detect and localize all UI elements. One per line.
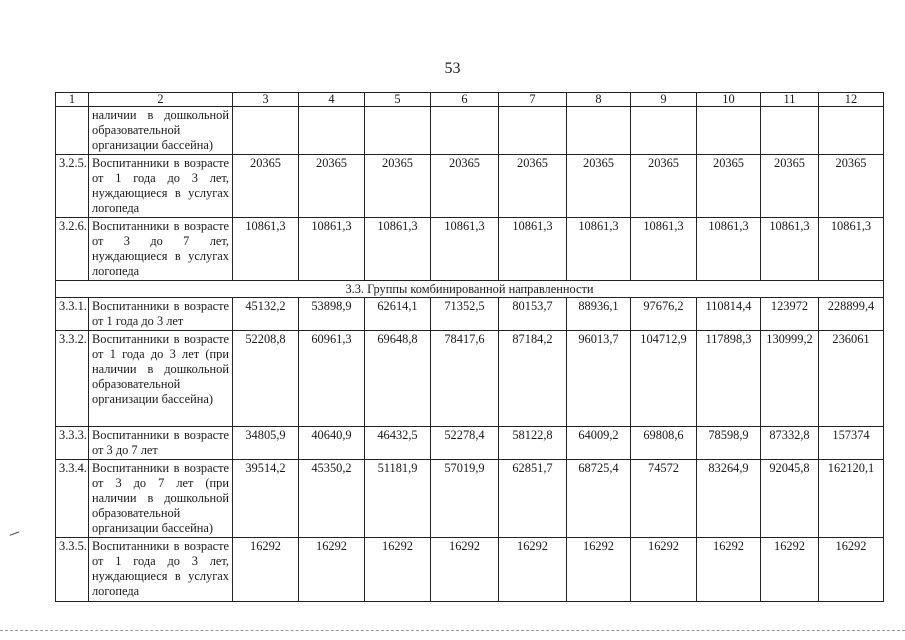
column-header-11: 11 bbox=[761, 93, 819, 107]
value-cell: 40640,9 bbox=[299, 427, 365, 460]
value-cell: 16292 bbox=[761, 538, 819, 602]
row-description: Воспитанники в возрасте от 1 года до 3 лет bbox=[89, 298, 233, 331]
row-description: Воспитанники в возрасте от 1 года до 3 лет, нуждающиеся в услугах логопеда bbox=[89, 538, 233, 602]
value-cell: 62851,7 bbox=[499, 460, 567, 538]
column-header-9: 9 bbox=[631, 93, 697, 107]
value-cell: 16292 bbox=[299, 538, 365, 602]
value-cell: 16292 bbox=[819, 538, 884, 602]
value-cell bbox=[365, 107, 431, 155]
value-cell: 228899,4 bbox=[819, 298, 884, 331]
column-header-7: 7 bbox=[499, 93, 567, 107]
row-code: 3.2.5. bbox=[56, 155, 89, 218]
section-title: 3.3. Группы комбинированной направленности bbox=[56, 281, 884, 298]
row-code: 3.3.1. bbox=[56, 298, 89, 331]
value-cell: 236061 bbox=[819, 331, 884, 427]
value-cell: 10861,3 bbox=[365, 218, 431, 281]
value-cell bbox=[499, 107, 567, 155]
value-cell: 97676,2 bbox=[631, 298, 697, 331]
row-code: 3.3.4. bbox=[56, 460, 89, 538]
value-cell: 51181,9 bbox=[365, 460, 431, 538]
table-header bbox=[56, 93, 884, 107]
table-row bbox=[56, 331, 884, 427]
value-cell: 45132,2 bbox=[233, 298, 299, 331]
column-header-1: 1 bbox=[56, 93, 89, 107]
table-row bbox=[56, 107, 884, 155]
scan-mark bbox=[10, 531, 21, 538]
value-cell: 57019,9 bbox=[431, 460, 499, 538]
value-cell: 96013,7 bbox=[567, 331, 631, 427]
value-cell: 20365 bbox=[819, 155, 884, 218]
value-cell bbox=[233, 107, 299, 155]
value-cell: 16292 bbox=[697, 538, 761, 602]
value-cell: 74572 bbox=[631, 460, 697, 538]
value-cell: 68725,4 bbox=[567, 460, 631, 538]
value-cell: 10861,3 bbox=[761, 218, 819, 281]
value-cell: 10861,3 bbox=[697, 218, 761, 281]
value-cell: 20365 bbox=[499, 155, 567, 218]
value-cell: 16292 bbox=[233, 538, 299, 602]
value-cell: 78598,9 bbox=[697, 427, 761, 460]
table-row bbox=[56, 218, 884, 281]
value-cell: 20365 bbox=[299, 155, 365, 218]
page-edge bbox=[0, 630, 905, 631]
value-cell bbox=[431, 107, 499, 155]
table-row bbox=[56, 155, 884, 218]
value-cell: 20365 bbox=[365, 155, 431, 218]
value-cell: 53898,9 bbox=[299, 298, 365, 331]
value-cell: 80153,7 bbox=[499, 298, 567, 331]
value-cell: 71352,5 bbox=[431, 298, 499, 331]
value-cell: 162120,1 bbox=[819, 460, 884, 538]
value-cell bbox=[567, 107, 631, 155]
value-cell: 69648,8 bbox=[365, 331, 431, 427]
value-cell bbox=[697, 107, 761, 155]
row-code: 3.2.6. bbox=[56, 218, 89, 281]
value-cell: 104712,9 bbox=[631, 331, 697, 427]
value-cell: 157374 bbox=[819, 427, 884, 460]
row-code: 3.3.3. bbox=[56, 427, 89, 460]
value-cell: 16292 bbox=[365, 538, 431, 602]
column-header-10: 10 bbox=[697, 93, 761, 107]
value-cell: 20365 bbox=[567, 155, 631, 218]
value-cell: 20365 bbox=[761, 155, 819, 218]
header-row bbox=[56, 93, 884, 107]
section-row bbox=[56, 281, 884, 298]
value-cell bbox=[631, 107, 697, 155]
column-header-4: 4 bbox=[299, 93, 365, 107]
value-cell: 16292 bbox=[631, 538, 697, 602]
value-cell: 87184,2 bbox=[499, 331, 567, 427]
value-cell: 20365 bbox=[697, 155, 761, 218]
column-header-2: 2 bbox=[89, 93, 233, 107]
value-cell: 60961,3 bbox=[299, 331, 365, 427]
value-cell: 83264,9 bbox=[697, 460, 761, 538]
value-cell: 10861,3 bbox=[631, 218, 697, 281]
row-code: 3.3.2. bbox=[56, 331, 89, 427]
value-cell: 62614,1 bbox=[365, 298, 431, 331]
value-cell: 10861,3 bbox=[567, 218, 631, 281]
value-cell: 110814,4 bbox=[697, 298, 761, 331]
value-cell: 45350,2 bbox=[299, 460, 365, 538]
value-cell: 20365 bbox=[233, 155, 299, 218]
value-cell: 87332,8 bbox=[761, 427, 819, 460]
row-description: Воспитанники в возрасте от 3 до 7 лет, нуждающиеся в услугах логопеда bbox=[89, 218, 233, 281]
value-cell: 69808,6 bbox=[631, 427, 697, 460]
row-description: Воспитанники в возрасте от 3 до 7 лет (при наличии в дошкольной образовательной организации бассейна) bbox=[89, 460, 233, 538]
table-row bbox=[56, 298, 884, 331]
value-cell: 10861,3 bbox=[233, 218, 299, 281]
value-cell: 10861,3 bbox=[299, 218, 365, 281]
column-header-5: 5 bbox=[365, 93, 431, 107]
column-header-12: 12 bbox=[819, 93, 884, 107]
row-description: Воспитанники в возрасте от 1 года до 3 лет, нуждающиеся в услугах логопеда bbox=[89, 155, 233, 218]
value-cell: 130999,2 bbox=[761, 331, 819, 427]
value-cell: 123972 bbox=[761, 298, 819, 331]
value-cell: 88936,1 bbox=[567, 298, 631, 331]
value-cell: 46432,5 bbox=[365, 427, 431, 460]
value-cell bbox=[299, 107, 365, 155]
row-description: Воспитанники в возрасте от 1 года до 3 лет (при наличии в дошкольной образовательной организации бассейна) bbox=[89, 331, 233, 427]
table-row bbox=[56, 460, 884, 538]
page-number: 53 bbox=[444, 60, 461, 77]
row-description: Воспитанники в возрасте от 3 до 7 лет bbox=[89, 427, 233, 460]
table-body bbox=[56, 107, 884, 602]
value-cell: 20365 bbox=[631, 155, 697, 218]
column-header-3: 3 bbox=[233, 93, 299, 107]
value-cell: 16292 bbox=[431, 538, 499, 602]
value-cell: 117898,3 bbox=[697, 331, 761, 427]
column-header-6: 6 bbox=[431, 93, 499, 107]
value-cell: 39514,2 bbox=[233, 460, 299, 538]
tariff-table bbox=[55, 92, 884, 602]
value-cell: 64009,2 bbox=[567, 427, 631, 460]
table-row bbox=[56, 427, 884, 460]
value-cell: 58122,8 bbox=[499, 427, 567, 460]
value-cell: 10861,3 bbox=[819, 218, 884, 281]
value-cell: 10861,3 bbox=[431, 218, 499, 281]
value-cell: 20365 bbox=[431, 155, 499, 218]
value-cell: 92045,8 bbox=[761, 460, 819, 538]
column-header-8: 8 bbox=[567, 93, 631, 107]
table-row bbox=[56, 538, 884, 602]
row-code bbox=[56, 107, 89, 155]
value-cell: 10861,3 bbox=[499, 218, 567, 281]
value-cell: 16292 bbox=[567, 538, 631, 602]
value-cell: 52278,4 bbox=[431, 427, 499, 460]
value-cell: 52208,8 bbox=[233, 331, 299, 427]
value-cell bbox=[819, 107, 884, 155]
row-description: наличии в дошкольной образовательной организации бассейна) bbox=[89, 107, 233, 155]
value-cell bbox=[761, 107, 819, 155]
value-cell: 78417,6 bbox=[431, 331, 499, 427]
row-code: 3.3.5. bbox=[56, 538, 89, 602]
value-cell: 16292 bbox=[499, 538, 567, 602]
value-cell: 34805,9 bbox=[233, 427, 299, 460]
